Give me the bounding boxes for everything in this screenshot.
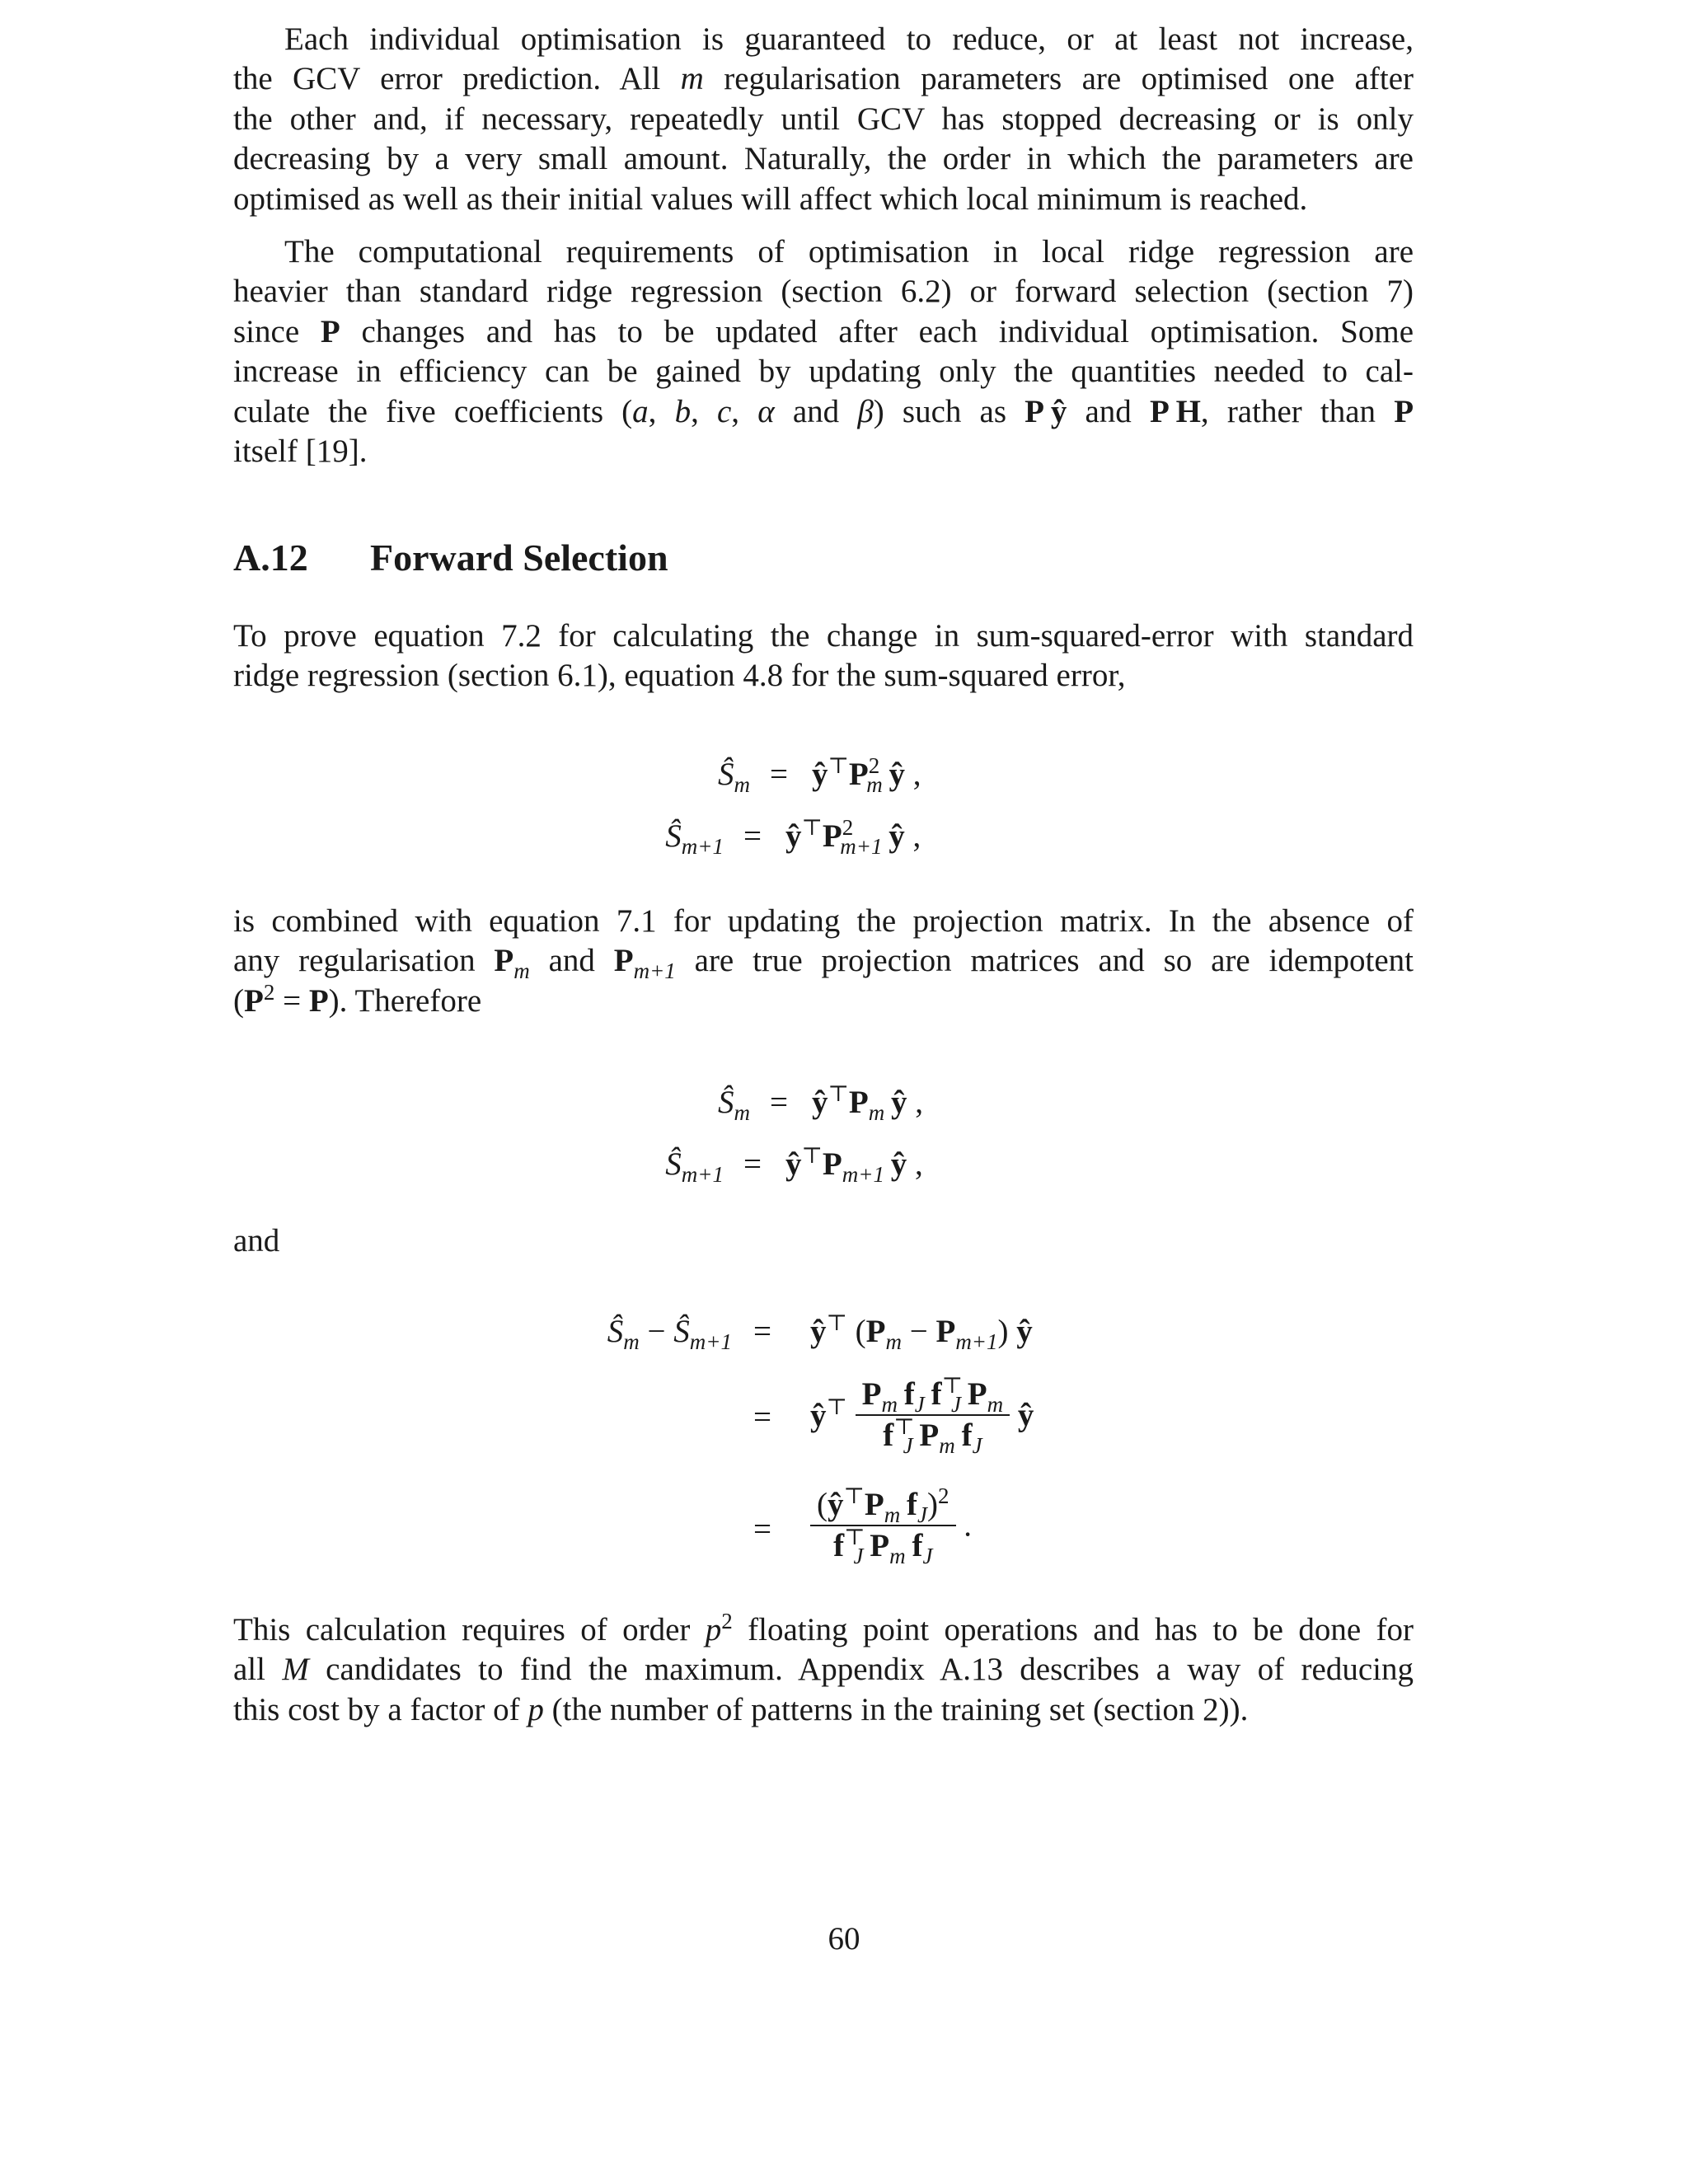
paragraph-2-line: heavier than standard ridge regression (section 6.2) or forward selection (section 7) [233,274,1414,310]
equation-lhs: $Ŝ_m$ [718,1085,750,1125]
paragraph-5-line: all M candidates to find the maximum. Appendix A.13 describes a way of reducing [233,1652,1414,1688]
paragraph-5-line: this cost by a factor of p (the number of patterns in the training set (section 2)). [233,1691,1249,1727]
equation-rhs: $\frac{(ŷ^⊤P_m f_J)^2}{f^⊤_J P_m f_J}$ . [810,1485,972,1566]
equation-lhs: $Ŝ_m$ − $Ŝ_{m+1}$ [607,1314,732,1354]
equation-lhs: $Ŝ_{m+1}$ [665,1146,724,1187]
paragraph-5-line: This calculation requires of order $p^2$ floating point operations and has to be done for [233,1609,1414,1647]
paragraph-3 [233,616,1414,696]
paragraph-4-line: is combined with equation 7.1 for updating the projection matrix. In the absence of [233,903,1414,939]
paragraph-4-line: any regularisation $P_m$ and $P_{m+1}$ are true projection matrices and so are idempotent [233,943,1414,984]
paragraph-4 [233,902,1414,1021]
equals-sign: = [770,757,788,792]
fraction: $\frac{(ŷ^⊤P_m f_J)^2}{f^⊤_J P_m f_J}$ [810,1485,956,1566]
and-word [233,1221,1414,1261]
paragraph-2-line: culate the five coefficients (a, b, c, α and β) such as P ŷ and P H, rather than P [233,393,1414,429]
paragraph-2-line: since P changes and has to be updated after each individual optimisation. Some [233,313,1414,349]
equation-rhs: ŷ⊤ $\frac{P_m f_J f^⊤_J P_m}{f^⊤_J P_m f_J}$ ŷ [810,1373,1034,1458]
equation-rhs: ŷ⊤ $(P_m - P_{m+1})$ ŷ [810,1310,1033,1354]
equation-lhs: $Ŝ_{m+1}$ [665,818,724,859]
paragraph-1-line: Each individual optimisation is guaranteed to reduce, or at least not increase, [284,21,1414,57]
paragraph-5 [233,1610,1414,1730]
paragraph-2 [233,232,1414,471]
paragraph-2-line: itself [19]. [233,434,368,470]
equation-lhs: $Ŝ_m$ [718,757,750,797]
equals-sign: = [753,1399,771,1435]
paragraph-3-line: To prove equation 7.2 for calculating the change in sum-squared-error with standard [233,618,1414,654]
paragraph-1-line: optimised as well as their initial values will affect which local minimum is reached. [233,180,1308,217]
paragraph-4-line: $(P^2 = P)$. Therefore [233,979,482,1019]
equation-rhs: $ŷ^⊤P_m$ ŷ , [812,1081,924,1125]
and-line: and [233,1223,280,1258]
paragraph-1-line: the GCV error prediction. All m regularisation parameters are optimised one after [233,61,1414,97]
section-heading [233,536,668,579]
fraction: $\frac{P_m f_J f^⊤_J P_m}{f^⊤_J P_m f_J}$ [856,1375,1010,1455]
equals-sign: = [743,818,762,854]
paragraph-2-line: The computational requirements of optimisation in local ridge regression are [284,234,1414,269]
paragraph-3-line: ridge regression (section 6.1), equation 4.8 for the sum-squared error, [233,658,1126,694]
paragraph-1 [233,20,1414,219]
paragraph-1-line: decreasing by a very small amount. Naturally, the order in which the parameters are [233,141,1414,177]
section-title: Forward Selection [370,537,668,579]
paragraph-1-line: the other and, if necessary, repeatedly until GCV has stopped decreasing or is only [233,101,1414,137]
equation-rhs: $ŷ^⊤P^2_m$ ŷ , [812,753,921,797]
equals-sign: = [753,1511,771,1547]
equals-sign: = [770,1085,788,1120]
page-number: 60 [828,1921,860,1957]
equals-sign: = [743,1146,762,1182]
paragraph-2-line: increase in efficiency can be gained by updating only the quantities needed to cal- [233,354,1414,390]
section-number: A.12 [233,537,308,579]
equation-rhs: $ŷ^⊤P_{m+1}$ ŷ , [785,1143,923,1187]
equals-sign: = [753,1314,771,1349]
equation-rhs: $ŷ^⊤P^2_{m+1}$ ŷ , [785,815,921,859]
